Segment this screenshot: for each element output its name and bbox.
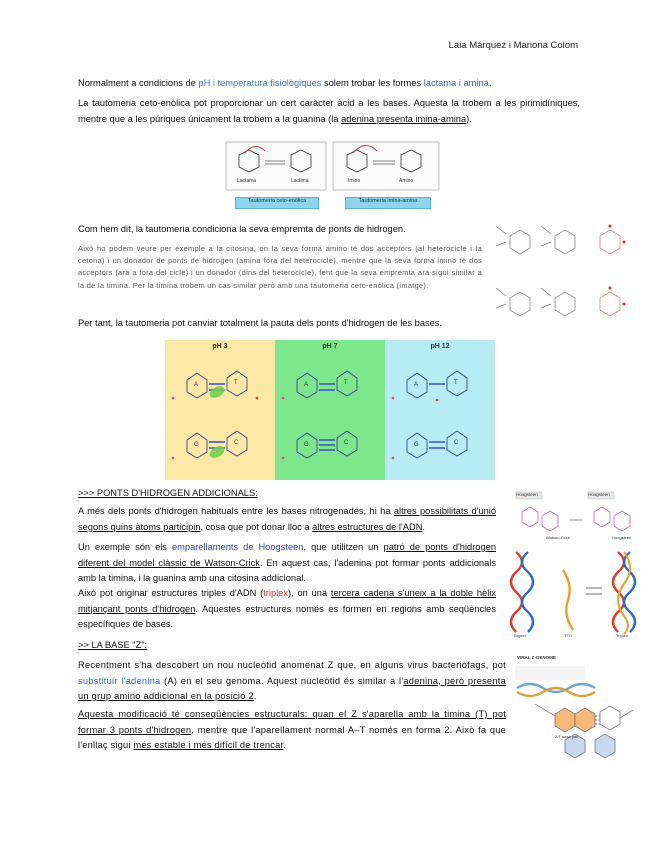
pair-a-ph7: A xyxy=(304,382,309,388)
pair-t-ph12: T xyxy=(454,380,458,386)
tautomeria-paragraph: La tautomeria ceto-enòlica pot proporcionar un cert caràcter àcid a les bases. Aquesta la trobem a les pirimidíniques, mentre que a les púriques únicament la trobem a la guanina (la adenina presenta imina-amina). xyxy=(78,98,580,124)
pair-c-ph12: C xyxy=(454,440,459,446)
ph12-title: pH 12 xyxy=(430,343,450,350)
pair-g-ph12: G xyxy=(414,442,419,448)
forms-highlight: lactama i amina xyxy=(423,78,489,88)
tautomer-structures-diagram xyxy=(492,206,632,336)
hoogsteen-label-left: Hoogsteen xyxy=(516,492,538,497)
ph-highlight: pH i temperatura fisiològiques xyxy=(198,78,322,88)
imine-amine-tag: Tautomeria imina-amina xyxy=(345,197,431,209)
imina-amina-link[interactable]: adenina presenta imina-amina xyxy=(341,113,467,124)
base-z-heading: >> LA BASE "Z": xyxy=(78,640,148,650)
pair-c-ph3: C xyxy=(234,440,239,446)
hoogsteen-label-right: Hoogsteen xyxy=(588,492,610,497)
citosina-paragraph: Això ho podem veure per exemple a la citosina, on la seva forma amino té dos acceptors (al heterocicle i la cetona) i un donador de ponts de hidrogen (amina fora del heterocicle), mentre que la seva forma imino té dos acceptors (ara a fora del cicle) i un donador (dins del heterocicle), fent que la seva empremta ara sigui similar a la de la timina. Per la timina trobem un cas similar però amb una tautomeria ceto-enòlica (imatge). xyxy=(78,244,482,290)
ponts-paragraph-1: A més dels ponts d'hidrogen habituals entre les bases nitrogenades, hi ha altres possibilitats d'unió segons quins àtoms participin, cosa que pot donar lloc a altres estructures de l'ADN. xyxy=(78,506,496,532)
ponts-paragraph-2: Un exemple són els emparellaments de Hoogsteen, que utilitzen un patró de ponts d'hidrogen diferent del model clàssic de Watson-Crick. En aquest cas, l'adenina pot formar ponts addicionals amb la timina, i la guanina amb una citosina addicional. xyxy=(78,542,496,583)
ph-hbond-figure xyxy=(165,340,495,480)
triplex-highlight: triplex xyxy=(263,588,289,598)
keto-enol-tag: Tautomeria ceto-enòlica xyxy=(235,197,319,209)
pair-g-ph7: G xyxy=(304,442,309,448)
substituir-highlight: substituir l'adenina xyxy=(78,675,161,686)
pair-c-ph7: C xyxy=(344,440,349,446)
ph3-title: pH 3 xyxy=(212,343,228,350)
page-header-authors: Laia Márquez i Mariona Colom xyxy=(448,40,578,51)
pair-a-ph3: A xyxy=(194,382,199,388)
lactima-label: Lactima xyxy=(291,178,309,184)
duplex-label: Duplex xyxy=(514,633,527,638)
tautomerism-figure xyxy=(225,141,440,213)
viral-z-genome-figure xyxy=(515,654,640,766)
tfo-label: TFO xyxy=(564,633,572,638)
pair-t-ph7: T xyxy=(344,380,348,386)
hoogsteen-triplex-figure xyxy=(508,490,643,640)
pertant-paragraph: Per tant, la tautomeria pot canviar totalment la pauta dels ponts d'hidrogen de les bases. xyxy=(78,318,443,328)
watson-crick-sublabel: Watson-Crick xyxy=(546,535,570,540)
intro-paragraph: Normalment a condicions de pH i temperatura fisiològiques solem trobar les formes lactama i amina. xyxy=(78,78,492,88)
z-genome-diagram xyxy=(515,654,640,766)
cytosine-thymine-tautomers-image xyxy=(492,206,632,336)
hoogsteen-sublabel: Hoogsteen xyxy=(612,535,632,540)
z-genome-title: VIRAL Z-GENOME xyxy=(517,655,556,660)
ph7-title: pH 7 xyxy=(322,343,338,350)
comhem-paragraph: Com hem dit, la tautomeria condiciona la seva empremta de ponts de hidrogen. xyxy=(78,224,406,234)
base-z-paragraph-2: Aquesta modificació té conseqüències estructurals: quan el Z s'aparella amb la timina (T) pot formar 3 ponts d'hidrogen, mentre que l'aparellament normal A–T només en forma 2. Això fa que l'enllaç sigui més estable i més difícil de trencar. xyxy=(78,709,506,750)
ponts-paragraph-3: Això pot originar estructures triples d'ADN (triplex), on una tercera cadena s'uneix a la doble hèlix mitjançant ponts d'hidrogen. Aquestes estructures només es formen en regions amb seqüències específiques de bases. xyxy=(78,588,497,629)
triplex-label: Triplex xyxy=(616,633,628,638)
lactama-label: Lactama xyxy=(237,178,257,184)
imino-label: Imino xyxy=(348,178,361,184)
ph-base-pairs-diagram xyxy=(165,340,495,480)
hoogsteen-highlight: emparellaments de Hoogsteen xyxy=(171,542,304,552)
pair-g-ph3: G xyxy=(194,442,199,448)
base-z-paragraph-1: Recentment s'ha descobert un nou nucleòtid anomenat Z que, en alguns virus bacteriòfags, pot substituir l'adenina (A) en el seu genoma. Aquest nucleòtid és similar a l'adenina, però presenta un grup amino addicional en la posició 2. xyxy=(78,660,507,701)
pair-t-ph3: T xyxy=(234,380,238,386)
amino-label: Amino xyxy=(399,178,414,184)
ponts-heading: >>> PONTS D'HIDROGEN ADDICIONALS: xyxy=(78,488,258,498)
pair-a-ph12: A xyxy=(414,382,419,388)
hoogsteen-triplex-diagram xyxy=(508,490,643,640)
zt-pair-label: Z:T base pair xyxy=(555,734,579,739)
